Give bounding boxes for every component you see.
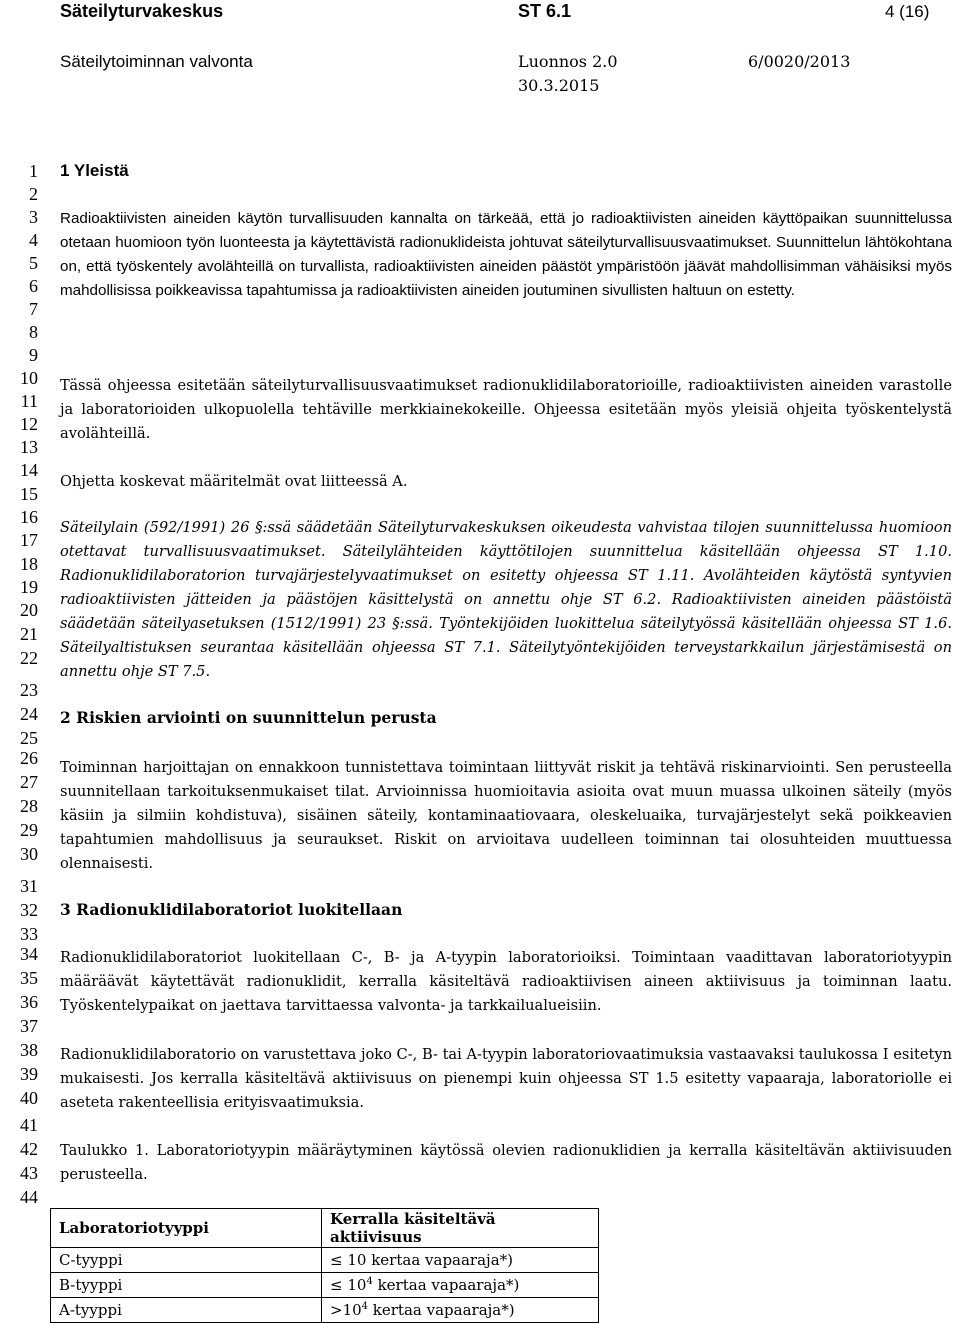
line-number: 1 (29, 161, 38, 181)
table-caption: Taulukko 1. Laboratoriotyypin määräytyminen käytössä olevien radionuklidien ja kerralla käsiteltävän aktiivisuuden perusteella. (60, 1142, 952, 1183)
line-number: 26 (20, 748, 38, 768)
line-number: 7 (29, 299, 38, 319)
table-row (51, 1298, 599, 1323)
section-3-paragraph-1: Radionuklidilaboratoriot luokitellaan C-, B- ja A-tyypin laboratorioiksi. Toimintaan vaadittavan laboratoriotyypin määräävät käytettävät radionuklidit, kerralla käsiteltävä radioaktiivisen aineen aktiivisuus ja toiminnan laatu. Työskentelypaikat on jaettava tarvittaessa valvonta- ja tarkkailualueisiin. (60, 949, 952, 1014)
line-number: 31 (20, 876, 38, 896)
line-number: 32 (20, 900, 38, 920)
reference-number: 6/0020/2013 (748, 52, 851, 71)
line-number: 21 (20, 624, 38, 644)
line-number: 4 (29, 230, 38, 250)
line-number: 20 (20, 600, 38, 620)
section-1-paragraph-3: Ohjetta koskevat määritelmät ovat liitteessä A. (60, 473, 408, 490)
line-number: 42 (20, 1139, 38, 1159)
table-header-cell: Laboratoriotyyppi (51, 1209, 322, 1248)
table-cell-type: C-tyyppi (51, 1248, 322, 1273)
line-number: 15 (20, 484, 38, 504)
line-number: 10 (20, 368, 38, 388)
line-number: 38 (20, 1040, 38, 1060)
line-number: 27 (20, 772, 38, 792)
line-number: 34 (20, 944, 38, 964)
line-number: 3 (29, 207, 38, 227)
line-number: 13 (20, 437, 38, 457)
section-1-paragraph-2: Tässä ohjeessa esitetään säteilyturvallisuusvaatimukset radionuklidilaboratorioille, radioaktiivisten aineiden varastolle ja laboratorioiden ulkopuolella tehtäville merkkiainekokeille. Ohjeessa esitetään myös yleisiä ohjeita työskentelystä avolähteillä. (60, 377, 952, 442)
table-cell-activity: ≤ $10^4$ kertaa vapaaraja*) (322, 1273, 599, 1298)
line-number: 23 (20, 680, 38, 700)
section-1-paragraph-4: Säteilylain (592/1991) 26 §:ssä säädetään Säteilyturvakeskuksen oikeudesta vahvistaa tilojen suunnittelussa huomioon otettavat turvallisuusvaatimukset. Säteilylähteiden käyttötilojen suunnittelua käsitellään ohjeessa ST 1.10. Radionuklidilaboratorion turvajärjestelyvaatimukset on esitetty ohjeessa ST 1.11. Avolähteiden käytöstä syntyvien radioaktiivisten jätteiden ja päästöjen käsittelystä on annettu ohje ST 6.2. Radioaktiivisten aineiden päästöistä säädetään säteilyasetuksen (1512/1991) 23 §:ssä. Työntekijöiden luokittelua säteilytyössä käsitellään ohjeessa ST 1.6. Säteilyaltistuksen seurantaa käsitellään ohjeessa ST 7.1. Säteilytyöntekijöiden terveystarkkailun järjestämisestä on annettu ohje ST 7.5. (60, 519, 952, 680)
table-cell-type: A-tyyppi (51, 1298, 322, 1323)
line-number: 44 (20, 1187, 38, 1207)
section-1-paragraph-1: Radioaktiivisten aineiden käytön turvallisuuden kannalta on tärkeää, että jo radioaktiivisten aineiden käyttöpaikan suunnittelussa otetaan huomioon työn luonteesta ja käytettävistä radionuklideista johtuvat säteilyturvallisuusvaatimukset. Suunnittelun lähtökohtana on, että työskentely avolähteillä on turvallista, radioaktiivisten aineiden päästöt ympäristöön jäävät mahdollisimman vähäisiksi myös mahdollisissa poikkeavissa tapahtumissa ja radioaktiivisten aineiden joutuminen sivullisten haltuun on estetty. (60, 210, 952, 299)
line-number: 14 (20, 460, 38, 480)
line-number: 11 (20, 391, 38, 411)
table-row (51, 1273, 599, 1298)
table-cell-activity: ≤ 10 kertaa vapaaraja*) (322, 1248, 599, 1273)
table-cell-activity: $>10^4$ kertaa vapaaraja*) (322, 1298, 599, 1323)
section-3-paragraph-2: Radionuklidilaboratorio on varustettava joko C-, B- tai A-tyypin laboratoriovaatimuksia vastaavaksi taulukossa I esitetyn mukaisesti. Jos kerralla käsiteltävä aktiivisuus on pienempi kuin ohjeessa ST 1.5 esitetty vapaaraja, laboratoriolle ei aseteta rakenteellisia erityisvaatimuksia. (60, 1046, 952, 1111)
draft-date: 30.3.2015 (518, 76, 600, 95)
line-number: 29 (20, 820, 38, 840)
line-number: 43 (20, 1163, 38, 1183)
line-number: 37 (20, 1016, 38, 1036)
line-number: 24 (20, 704, 38, 724)
line-number: 2 (29, 184, 38, 204)
line-number: 6 (29, 276, 38, 296)
line-number: 8 (29, 322, 38, 342)
line-number: 22 (20, 648, 38, 668)
department: Säteilytoiminnan valvonta (60, 52, 253, 71)
line-number: 9 (29, 345, 38, 365)
laboratory-type-table (50, 1208, 599, 1323)
page-number: 4 (16) (885, 2, 930, 21)
guide-number: ST 6.1 (518, 1, 572, 21)
section-2-paragraph-1: Toiminnan harjoittajan on ennakkoon tunnistettava toimintaan liittyvät riskit ja tehtävä riskinarviointi. Sen perusteella suunnitellaan tarkoituksenmukaiset tilat. Arvioinnissa huomioitavia asioita ovat muun muassa ulkoinen säteily (myös käsiin ja silmiin kohdistuva), sisäinen säteily, kontaminaatiovaara, oleskeluaika, turvajärjestelyt sekä poikkeavien tapahtumien mahdollisuus ja seuraukset. Riskit on arvioitava uudelleen toiminnan tai olosuhteiden muuttuessa olennaisesti. (60, 759, 952, 872)
section-3-title: 3 Radionuklidilaboratoriot luokitellaan (60, 900, 403, 919)
line-number: 35 (20, 968, 38, 988)
line-number: 30 (20, 844, 38, 864)
table-cell-type: B-tyyppi (51, 1273, 322, 1298)
line-number: 12 (20, 414, 38, 434)
org-name: Säteilyturvakeskus (60, 1, 224, 21)
line-number: 25 (20, 728, 38, 748)
section-1-title: 1 Yleistä (60, 161, 129, 180)
table-header-cell: Kerralla käsiteltävä aktiivisuus (322, 1209, 599, 1248)
line-number: 40 (20, 1088, 38, 1108)
line-number: 16 (20, 507, 38, 527)
draft-version: Luonnos 2.0 (518, 52, 618, 71)
line-number: 33 (20, 924, 38, 944)
line-number: 5 (29, 253, 38, 273)
line-number: 19 (20, 577, 38, 597)
line-number: 41 (20, 1115, 38, 1135)
line-number: 18 (20, 554, 38, 574)
line-number: 28 (20, 796, 38, 816)
line-number: 17 (20, 530, 38, 550)
line-number: 36 (20, 992, 38, 1012)
table-row (51, 1248, 599, 1273)
section-2-title: 2 Riskien arviointi on suunnittelun perusta (60, 708, 437, 727)
line-number: 39 (20, 1064, 38, 1084)
table-header-row (51, 1209, 599, 1248)
